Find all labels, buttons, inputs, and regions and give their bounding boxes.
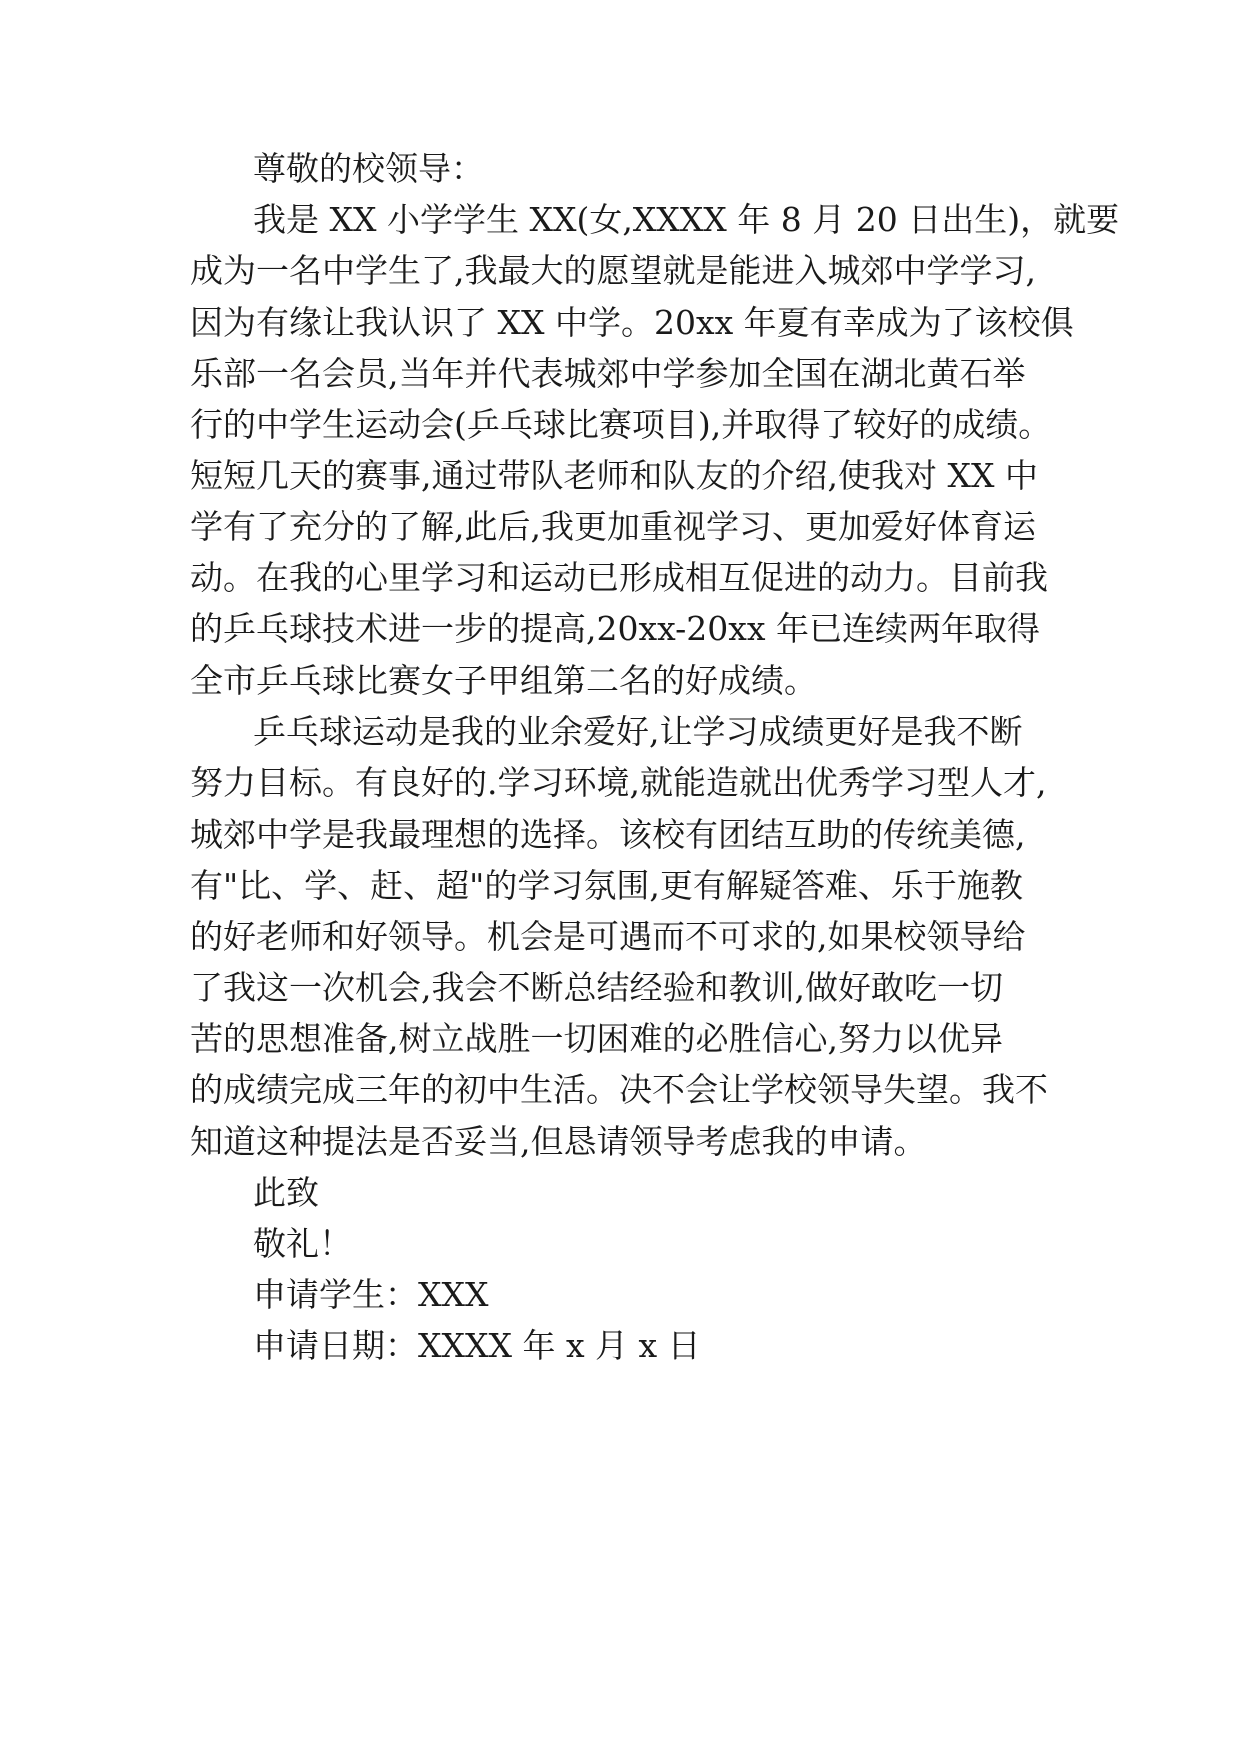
closing: 此致 [253,1173,319,1212]
paragraph-line: 成为一名中学生了,我最大的愿望就是能进入城郊中学学习, [190,251,1036,290]
paragraph-line: 的好老师和好领导。机会是可遇而不可求的,如果校领导给 [190,917,1026,956]
paragraph-line: 知道这种提法是否妥当,但恳请领导考虑我的申请。 [190,1122,927,1161]
paragraph-line: 短短几天的赛事,通过带队老师和队友的介绍,使我对 XX 中 [190,456,1038,495]
paragraph-line: 全市乒乓球比赛女子甲组第二名的好成绩。 [190,661,817,700]
salutation: 尊敬的校领导： [253,149,484,188]
paragraph-line: 努力目标。有良好的.学习环境,就能造就出优秀学习型人才, [190,763,1047,802]
application-date: 申请日期：XXXX 年 x 月 x 日 [253,1326,701,1365]
paragraph-line: 的成绩完成三年的初中生活。决不会让学校领导失望。我不 [190,1070,1048,1109]
paragraph-line: 因为有缘让我认识了 XX 中学。20xx 年夏有幸成为了该校俱 [190,303,1074,342]
paragraph-line: 的乒乓球技术进一步的提高,20xx-20xx 年已连续两年取得 [190,609,1040,648]
paragraph-line: 我是 XX 小学学生 XX(女,XXXX 年 8 月 20 日出生)，就要 [253,200,1120,239]
paragraph-line: 动。在我的心里学习和运动已形成相互促进的动力。目前我 [190,558,1048,597]
regards: 敬礼！ [253,1224,352,1263]
paragraph-line: 了我这一次机会,我会不断总结经验和教训,做好敢吃一切 [190,968,1003,1007]
paragraph-line: 有"比、学、赶、超"的学习氛围,更有解疑答难、乐于施教 [190,866,1023,905]
paragraph-line: 城郊中学是我最理想的选择。该校有团结互助的传统美德, [190,815,1026,854]
paragraph-line: 学有了充分的了解,此后,我更加重视学习、更加爱好体育运 [190,507,1036,546]
paragraph-line: 乒乓球运动是我的业余爱好,让学习成绩更好是我不断 [253,712,1023,751]
applicant-signature: 申请学生：XXX [253,1275,489,1314]
paragraph-line: 乐部一名会员,当年并代表城郊中学参加全国在湖北黄石举 [190,354,1026,393]
paragraph-line: 苦的思想准备,树立战胜一切困难的必胜信心,努力以优异 [190,1019,1003,1058]
paragraph-line: 行的中学生运动会(乒乓球比赛项目),并取得了较好的成绩。 [190,405,1052,444]
